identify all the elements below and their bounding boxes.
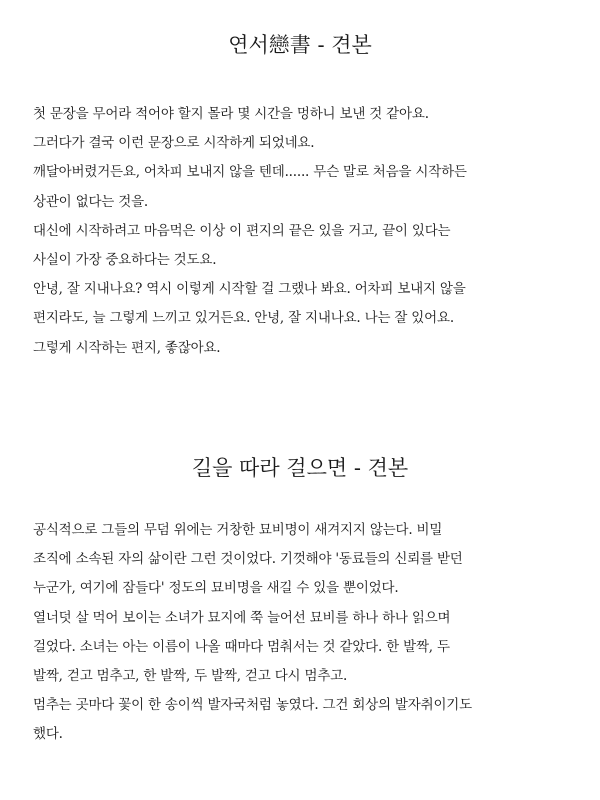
essay-section-love-letter [0,30,600,356]
body-line: 첫 문장을 무어라 적어야 할지 몰라 몇 시간을 멍하니 보낸 것 같아요. [33,106,429,122]
body-line: 걸었다. 소녀는 아는 이름이 나올 때마다 멈춰서는 것 같았다. 한 발짝, 두 [33,638,450,655]
body-line: 대신에 시작하려고 마음먹은 이상 이 편지의 끝은 있을 거고, 끝이 있다는 [33,222,451,239]
essay-section-walking-path [0,453,600,743]
body-line: 편지라도, 늘 그렇게 느끼고 있거든요. 안녕, 잘 지내나요. 나는 잘 있어요. [33,310,454,327]
body-line: 발짝, 걷고 멈추고, 한 발짝, 두 발짝, 걷고 다시 멈추고. [33,668,348,685]
essay-title: 길을 따라 걸으면 - 견본 [191,456,409,480]
body-line: 누군가, 여기에 잠들다' 정도의 묘비명을 새길 수 있을 뿐이었다. [33,580,399,597]
body-line: 깨달아버렸거든요, 어차피 보내지 않을 텐데...... 무슨 말로 처음을 시작하든 [33,164,467,181]
body-line: 안녕, 잘 지내나요? 역시 이렇게 시작할 걸 그랬나 봐요. 어차피 보내지 않을 [33,281,466,298]
essay-body [33,100,573,363]
body-line: 그러다가 결국 이런 문장으로 시작하게 되었네요. [33,135,315,152]
body-line: 그렇게 시작하는 편지, 좋잖아요. [33,339,221,356]
essay-body [33,516,573,750]
body-line: 공식적으로 그들의 무덤 위에는 거창한 묘비명이 새겨지지 않는다. 비밀 [33,522,443,538]
body-line: 사실이 가장 중요하다는 것도요. [33,252,217,269]
body-line: 조직에 소속된 자의 삶이란 그런 것이었다. 기껏해야 '동료들의 신뢰를 받던 [33,551,463,568]
body-line: 멈추는 곳마다 꽃이 한 송이씩 발자국처럼 놓였다. 그건 회상의 발자취이기도 [33,697,472,714]
body-line: 했다. [33,726,63,743]
essay-title: 연서戀書 - 견본 [228,33,372,57]
body-line: 열너덧 살 먹어 보이는 소녀가 묘지에 쭉 늘어선 묘비를 하나 하나 읽으며 [33,609,451,626]
body-line: 상관이 없다는 것을. [33,193,149,210]
